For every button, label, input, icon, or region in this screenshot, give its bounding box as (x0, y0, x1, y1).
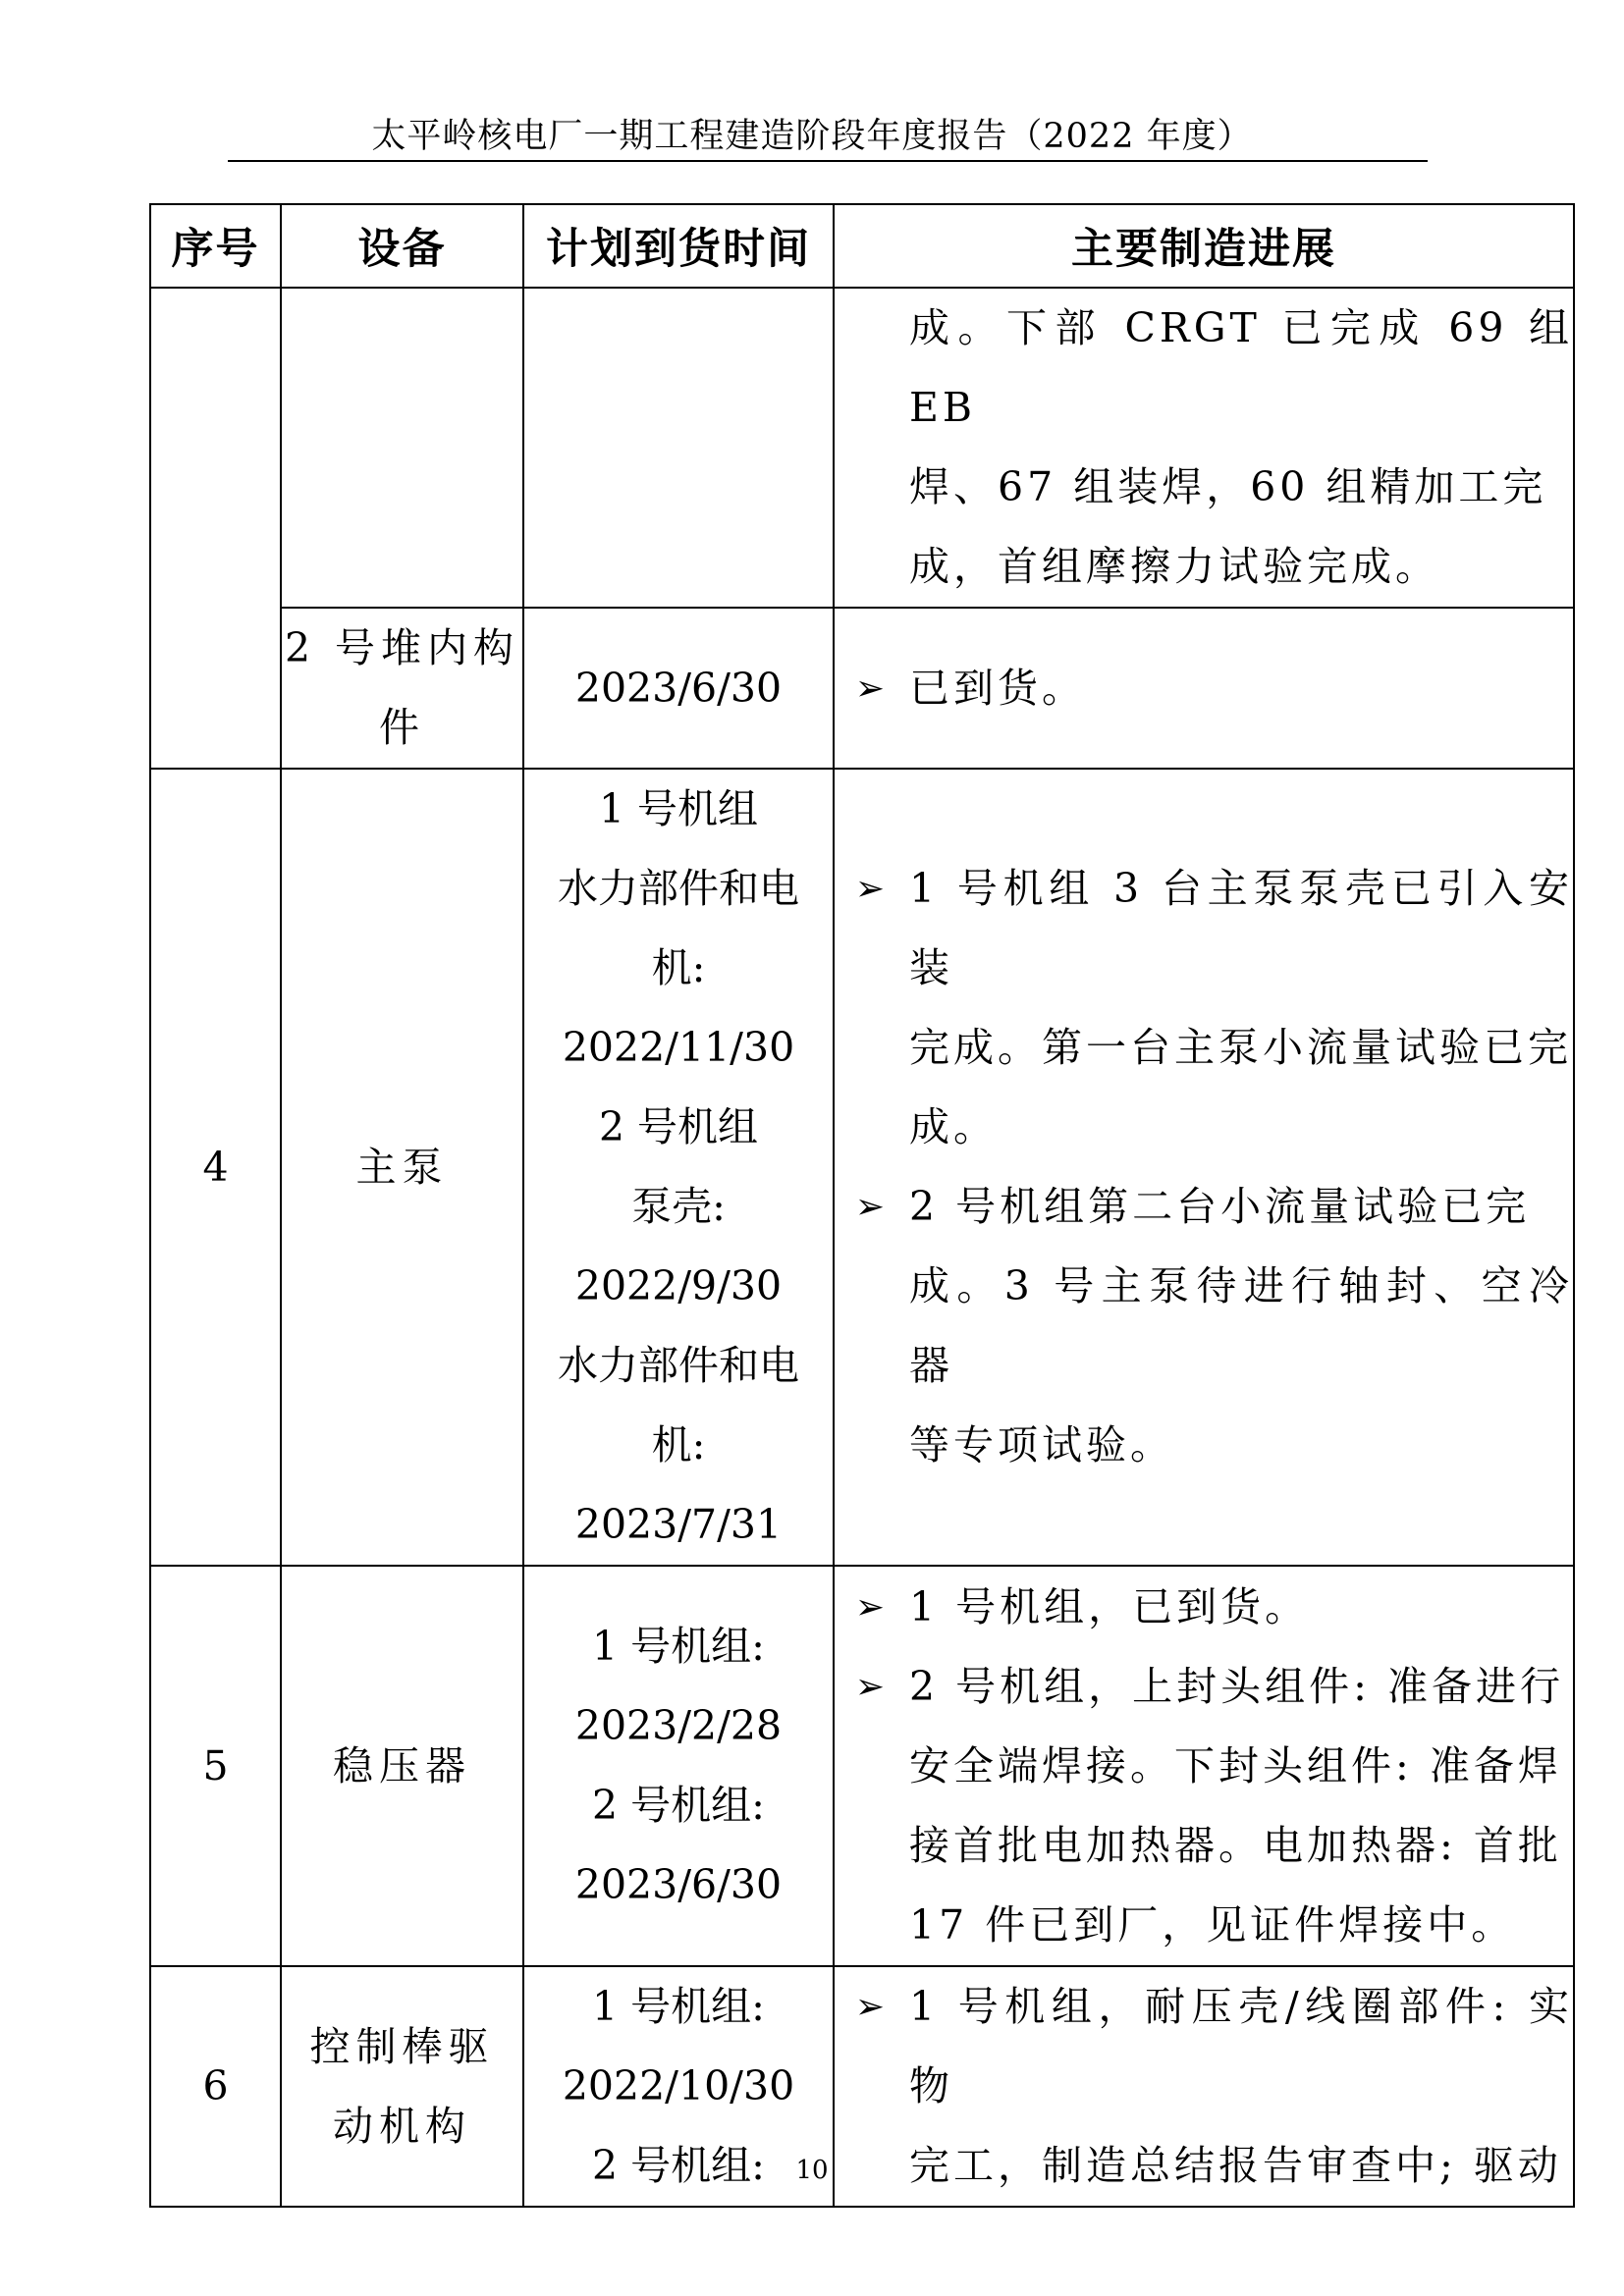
progress-line: 接首批电加热器。电加热器: 首批 (909, 1821, 1562, 1869)
progress-cell (834, 769, 1574, 1566)
table-row (150, 769, 1574, 1566)
date-line: 机: (651, 1421, 706, 1468)
bullet-arrow-icon: ➢ (854, 1666, 890, 1707)
equipment-cell (281, 608, 523, 769)
number-cell: 4 (150, 769, 281, 1566)
date-line: 2023/7/31 (574, 1501, 783, 1548)
table-row (150, 608, 1574, 769)
date-line: 2023/6/30 (574, 1861, 783, 1908)
progress-line: 2 号机组，上封头组件: 准备进行 (909, 1662, 1564, 1710)
number-cell (150, 288, 281, 769)
equipment-line: 2 号堆内构 (284, 624, 520, 671)
equipment-line: 件 (379, 704, 425, 751)
progress-bullet (835, 1167, 1573, 1247)
date-line: 2022/10/30 (562, 2062, 795, 2109)
date-line: 2 号机组 (598, 1103, 759, 1150)
table-row (150, 288, 1574, 608)
date-cell (523, 769, 834, 1566)
date-cell (523, 288, 834, 608)
date-line: 1 号机组 (598, 785, 759, 832)
date-line: 2023/2/28 (574, 1702, 783, 1749)
progress-line: 2 号机组第二台小流量试验已完 (909, 1183, 1531, 1230)
date-line: 水力部件和电 (558, 865, 799, 912)
equipment-cell (281, 288, 523, 608)
progress-line: 成。 (909, 1103, 998, 1150)
equipment-line: 动机构 (333, 2102, 471, 2150)
progress-line: 17 件已到厂，见证件焊接中。 (909, 1900, 1516, 1949)
column-header-number: 序号 (150, 204, 281, 288)
date-line: 2022/9/30 (574, 1262, 783, 1309)
progress-bullet (835, 1967, 1573, 2126)
column-header-progress: 主要制造进展 (834, 204, 1574, 288)
page-header: 太平岭核电厂一期工程建造阶段年度报告（2022 年度） (371, 117, 1253, 156)
bullet-arrow-icon: ➢ (854, 1187, 890, 1227)
progress-line: 1 号机组，耐压壳/线圈部件: 实物 (909, 1983, 1573, 2109)
number-cell: 5 (150, 1566, 281, 1966)
date-line: 2 号机组: (592, 1782, 765, 1829)
bullet-arrow-icon: ➢ (854, 1987, 890, 2027)
bullet-arrow-icon: ➢ (854, 1586, 890, 1628)
progress-line: 已到货。 (909, 664, 1086, 712)
progress-line: 安全端焊接。下封头组件: 准备焊 (909, 1741, 1562, 1789)
progress-cell (834, 608, 1574, 769)
progress-line: 完成。第一台主泵小流量试验已完 (909, 1024, 1572, 1071)
equipment-table (149, 203, 1575, 2208)
date-line: 1 号机组: (592, 1983, 765, 2030)
progress-line: 1 号机组 3 台主泵泵壳已引入安装 (909, 865, 1573, 991)
equipment-cell: 稳压器 (281, 1566, 523, 1966)
date-line: 泵壳: (631, 1183, 726, 1230)
bullet-arrow-icon: ➢ (854, 667, 890, 709)
bullet-arrow-icon: ➢ (854, 869, 890, 909)
progress-cell (834, 288, 1574, 608)
progress-line: 成，首组摩擦力试验完成。 (909, 543, 1439, 590)
progress-line: 成。下部 CRGT 已完成 69 组 EB (909, 304, 1573, 431)
table-header-row (150, 204, 1574, 288)
progress-bullet (835, 1568, 1573, 1647)
equipment-line: 控制棒驱 (309, 2022, 495, 2070)
progress-line: 焊、67 组装焊，60 组精加工完 (909, 463, 1547, 510)
progress-line: 成。3 号主泵待进行轴封、空冷器 (909, 1262, 1573, 1389)
table-row (150, 1566, 1574, 1966)
date-line: 机: (651, 944, 706, 991)
number-cell: 6 (150, 1966, 281, 2207)
progress-line: 1 号机组，已到货。 (909, 1582, 1310, 1630)
date-cell (523, 1566, 834, 1966)
header-rule (228, 160, 1428, 162)
progress-bullet (835, 849, 1573, 1008)
column-header-delivery-date: 计划到货时间 (523, 204, 834, 288)
date-line: 水力部件和电 (558, 1342, 799, 1389)
date-line: 2 号机组: (592, 2142, 765, 2189)
progress-bullet (835, 649, 1573, 728)
column-header-equipment: 设备 (281, 204, 523, 288)
date-line: 1 号机组: (592, 1623, 765, 1670)
progress-line: 等专项试验。 (909, 1421, 1174, 1468)
date-cell: 2023/6/30 (523, 608, 834, 769)
equipment-cell: 主泵 (281, 769, 523, 1566)
page-number: 10 (795, 2156, 829, 2185)
progress-cell (834, 1566, 1574, 1966)
date-line: 2022/11/30 (562, 1024, 795, 1071)
progress-line: 完工，制造总结报告审查中; 驱动 (909, 2142, 1562, 2189)
progress-bullet (835, 1647, 1573, 1727)
